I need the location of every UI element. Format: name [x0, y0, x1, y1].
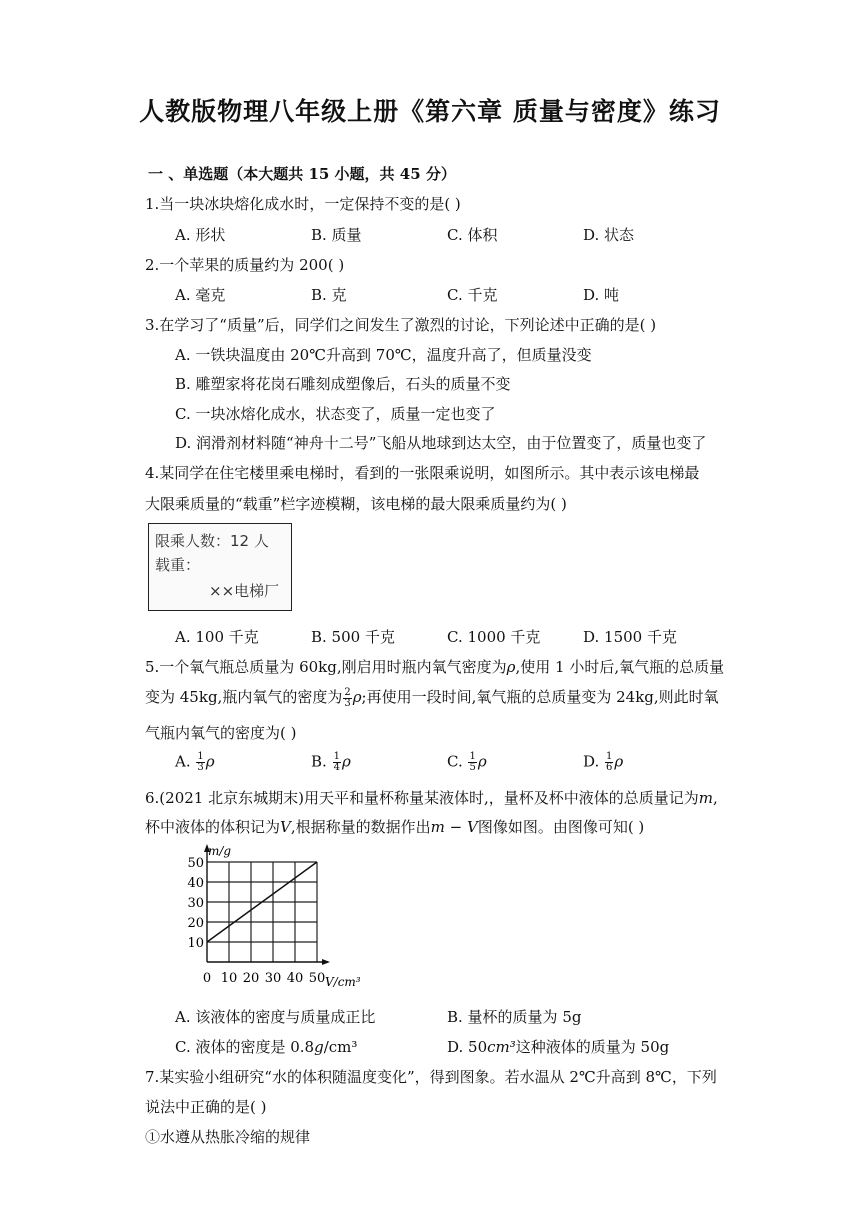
- q4-option-d: D. 1500 千克: [583, 628, 677, 646]
- q5-option-a: A. $\frac{1}{3}$ ρ: [175, 751, 215, 773]
- section-heading: 一 、单选题（本大题共 15 小题，共 45 分）: [148, 165, 456, 183]
- sign-load-text: 载重：: [155, 556, 201, 574]
- q4-option-b: B. 500 千克: [311, 628, 395, 646]
- x-tick-label: 40: [286, 971, 304, 986]
- question-7-line2: 说法中正确的是( ): [145, 1098, 267, 1116]
- q5-option-d: D. $\frac{1}{6}$ ρ: [583, 751, 624, 773]
- question-5-line1: 5.一个氧气瓶总质量为 60kg,刚启用时瓶内氧气密度为ρ,使用 1 小时后,氧气瓶的总质量: [145, 658, 725, 676]
- q2-option-c: C. 千克: [447, 286, 498, 304]
- q3-option-c: C. 一块冰熔化成水，状态变了，质量一定也变了: [175, 405, 496, 423]
- elevator-sign: [148, 523, 292, 611]
- q2-option-b: B. 克: [311, 286, 347, 304]
- y-tick-label: 20: [187, 916, 204, 931]
- q1-option-c: C. 体积: [447, 226, 498, 244]
- y-tick-label: 10: [187, 936, 204, 951]
- q6-option-d: D. 50cm³这种液体的质量为 50g: [447, 1038, 670, 1056]
- question-2-stem: 2.一个苹果的质量约为 200( ): [145, 256, 345, 274]
- q4-option-a: A. 100 千克: [175, 628, 259, 646]
- q3-option-d: D. 润滑剂材料随“神舟十二号”飞船从地球到达太空，由于位置变了，质量也变了: [175, 434, 707, 452]
- question-4-stem-line2: 大限乘质量的“载重”栏字迹模糊，该电梯的最大限乘质量约为( ): [145, 495, 567, 513]
- question-4-stem-line1: 4.某同学在住宅楼里乘电梯时，看到的一张限乘说明，如图所示。其中表示该电梯最: [145, 464, 700, 482]
- q6-option-a: A. 该液体的密度与质量成正比: [175, 1008, 376, 1026]
- question-5-line3: 气瓶内氧气的密度为( ): [145, 724, 297, 742]
- q1-option-d: D. 状态: [583, 226, 635, 244]
- q6-option-b: B. 量杯的质量为 5g: [447, 1008, 582, 1026]
- y-tick-label: 40: [187, 876, 204, 891]
- q2-option-d: D. 吨: [583, 286, 620, 304]
- question-6-line1: 6.(2021 北京东城期末)用天平和量杯称量某液体时,，量杯及杯中液体的总质量记为m,: [145, 789, 718, 807]
- sign-capacity-text: 限乘人数：12 人: [155, 532, 269, 550]
- x-tick-label: 50: [308, 971, 326, 986]
- y-tick-label: 30: [187, 896, 204, 911]
- m-v-chart: [180, 836, 370, 994]
- y-tick-label: 50: [187, 856, 204, 871]
- sign-maker-text: ××电梯厂: [209, 582, 280, 600]
- x-tick-label: 30: [264, 971, 282, 986]
- fraction-two-thirds: $\frac{2}{3}$: [344, 686, 351, 709]
- q1-option-a: A. 形状: [175, 226, 226, 244]
- rho-symbol: ρ: [506, 658, 516, 676]
- x-axis-arrow: [322, 959, 330, 965]
- question-1-stem: 1.当一块冰块熔化成水时，一定保持不变的是( ): [145, 195, 461, 213]
- question-6-line2: 杯中液体的体积记为V,根据称量的数据作出m − V图像如图。由图像可知( ): [145, 818, 645, 836]
- page-title: 人教版物理八年级上册《第六章 质量与密度》练习: [139, 97, 721, 126]
- q2-option-a: A. 毫克: [175, 286, 226, 304]
- q3-option-b: B. 雕塑家将花岗石雕刻成塑像后，石头的质量不变: [175, 375, 511, 393]
- q5-option-c: C. $\frac{1}{5}$ ρ: [447, 751, 487, 773]
- q3-option-a: A. 一铁块温度由 20℃升高到 70℃，温度升高了，但质量没变: [175, 346, 592, 364]
- q1-option-b: B. 质量: [311, 226, 362, 244]
- question-5-line2: 变为 45kg,瓶内氧气的密度为 $\frac{2}{3}$ ρ;再使用一段时间,氧气瓶的总质量变为 24kg,则此时氧: [145, 686, 719, 709]
- q6-option-c: C. 液体的密度是 0.8g/cm³: [175, 1038, 358, 1056]
- x-tick-label: 0: [202, 971, 212, 986]
- x-tick-label: 20: [242, 971, 260, 986]
- q4-option-c: C. 1000 千克: [447, 628, 541, 646]
- question-7-line1: 7.某实验小组研究“水的体积随温度变化”，得到图象。若水温从 2℃升高到 8℃，下列: [145, 1068, 717, 1086]
- q5-option-b: B. $\frac{1}{4}$ ρ: [311, 751, 351, 773]
- y-axis-label: m/g: [208, 844, 232, 858]
- x-tick-label: 10: [220, 971, 238, 986]
- question-3-stem: 3.在学习了“质量”后，同学们之间发生了激烈的讨论，下列论述中正确的是( ): [145, 316, 657, 334]
- question-7-item1: ①水遵从热胀冷缩的规律: [145, 1128, 311, 1146]
- x-axis-label: V/cm³: [325, 975, 361, 989]
